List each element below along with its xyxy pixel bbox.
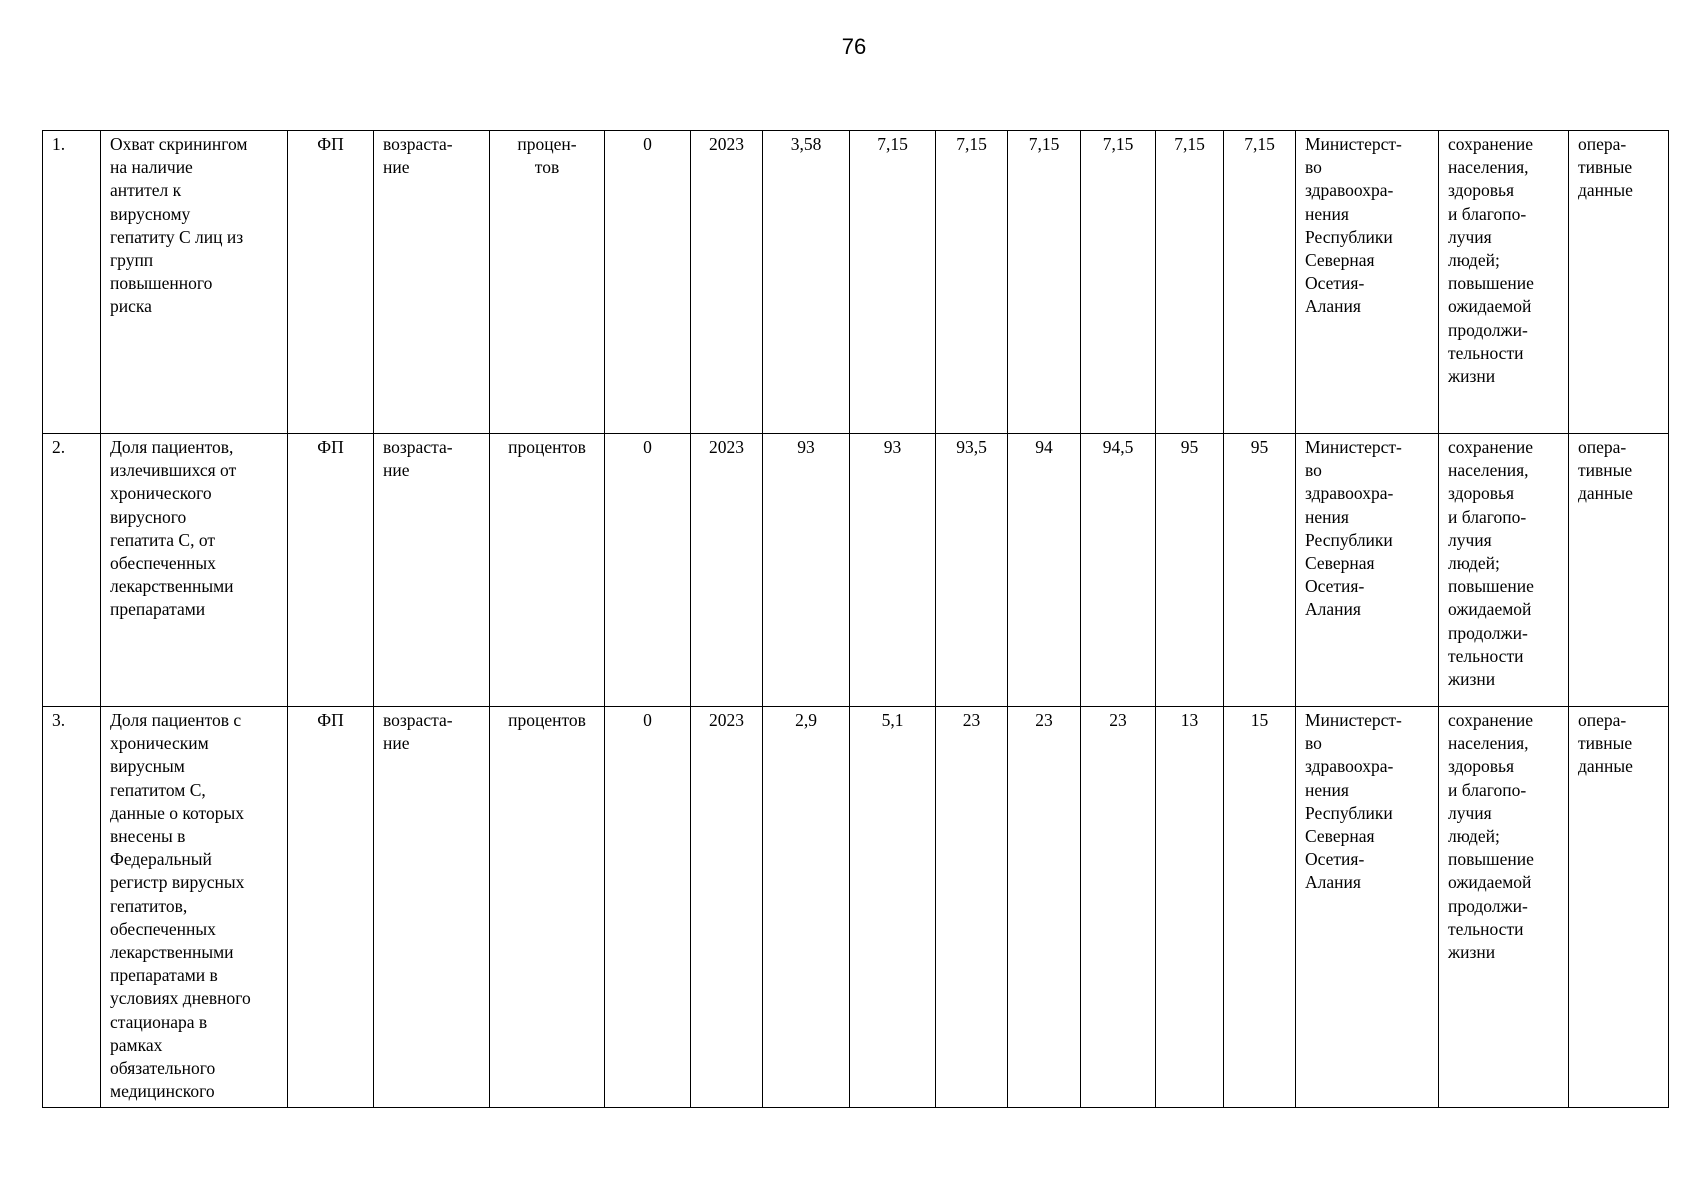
value-6: 13 <box>1156 707 1224 1108</box>
national-goal: сохранение населения, здоровья и благопо- лучия людей; повышение ожидаемой продолжи- тельности жизни <box>1439 434 1569 707</box>
value-7: 7,15 <box>1224 131 1296 434</box>
base-year: 2023 <box>691 707 763 1108</box>
value-5: 94,5 <box>1081 434 1156 707</box>
base-year: 2023 <box>691 131 763 434</box>
value-6: 7,15 <box>1156 131 1224 434</box>
base-value: 0 <box>605 707 691 1108</box>
base-value: 0 <box>605 131 691 434</box>
indicator-name: Доля пациентов с хроническим вирусным гепатитом С, данные о которых внесены в Федеральный регистр вирусных гепатитов, обеспеченных лекарственными препаратами в условиях дневного стационара в рамках обязательного медицинского <box>101 707 288 1108</box>
value-1: 2,9 <box>763 707 850 1108</box>
responsible-body: Министерст- во здравоохра- нения Республики Северная Осетия- Алания <box>1296 707 1439 1108</box>
data-source: опера- тивные данные <box>1569 707 1669 1108</box>
indicator-trend: возраста- ние <box>374 131 490 434</box>
data-source: опера- тивные данные <box>1569 131 1669 434</box>
base-value: 0 <box>605 434 691 707</box>
value-3: 7,15 <box>936 131 1008 434</box>
row-number: 2. <box>43 434 101 707</box>
value-1: 93 <box>763 434 850 707</box>
value-4: 94 <box>1008 434 1081 707</box>
table-row <box>43 434 1669 707</box>
indicator-unit: процен- тов <box>490 131 605 434</box>
value-3: 23 <box>936 707 1008 1108</box>
indicator-type: ФП <box>288 434 374 707</box>
indicator-name: Доля пациентов, излечившихся от хронического вирусного гепатита С, от обеспеченных лекарственными препаратами <box>101 434 288 707</box>
responsible-body: Министерст- во здравоохра- нения Республики Северная Осетия- Алания <box>1296 434 1439 707</box>
indicators-table <box>42 130 1669 1108</box>
row-number: 1. <box>43 131 101 434</box>
value-7: 95 <box>1224 434 1296 707</box>
page-number: 76 <box>841 34 867 59</box>
indicator-trend: возраста- ние <box>374 707 490 1108</box>
value-2: 5,1 <box>850 707 936 1108</box>
base-year: 2023 <box>691 434 763 707</box>
indicator-name: Охват скринингом на наличие антител к вирусному гепатиту С лиц из групп повышенного риска <box>101 131 288 434</box>
value-4: 23 <box>1008 707 1081 1108</box>
responsible-body: Министерст- во здравоохра- нения Республики Северная Осетия- Алания <box>1296 131 1439 434</box>
indicator-unit: процентов <box>490 434 605 707</box>
data-source: опера- тивные данные <box>1569 434 1669 707</box>
value-2: 93 <box>850 434 936 707</box>
indicator-trend: возраста- ние <box>374 434 490 707</box>
value-5: 7,15 <box>1081 131 1156 434</box>
indicator-type: ФП <box>288 707 374 1108</box>
indicator-unit: процентов <box>490 707 605 1108</box>
value-4: 7,15 <box>1008 131 1081 434</box>
value-5: 23 <box>1081 707 1156 1108</box>
value-7: 15 <box>1224 707 1296 1108</box>
value-3: 93,5 <box>936 434 1008 707</box>
national-goal: сохранение населения, здоровья и благопо- лучия людей; повышение ожидаемой продолжи- тельности жизни <box>1439 131 1569 434</box>
table-row <box>43 131 1669 434</box>
national-goal: сохранение населения, здоровья и благопо- лучия людей; повышение ожидаемой продолжи- тельности жизни <box>1439 707 1569 1108</box>
value-6: 95 <box>1156 434 1224 707</box>
value-1: 3,58 <box>763 131 850 434</box>
table-row <box>43 707 1669 1108</box>
value-2: 7,15 <box>850 131 936 434</box>
row-number: 3. <box>43 707 101 1108</box>
indicator-type: ФП <box>288 131 374 434</box>
